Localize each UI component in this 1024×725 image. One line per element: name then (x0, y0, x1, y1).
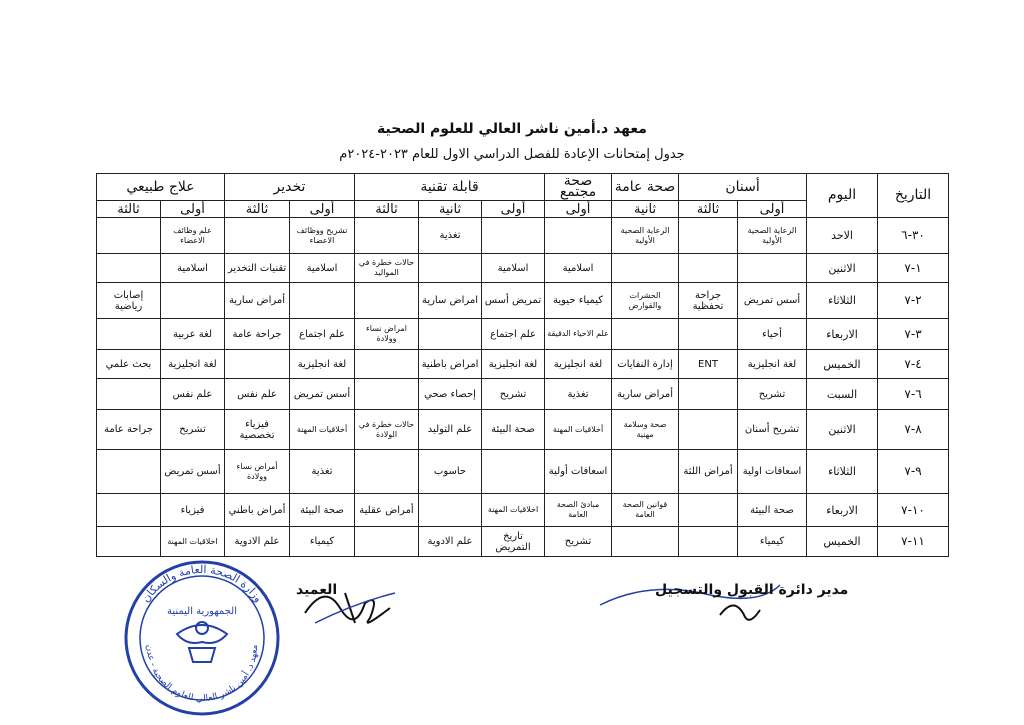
subject-cell: جراحة تحفظية (679, 283, 738, 319)
subject-cell (482, 450, 545, 494)
subject-cell: جراحة عامة (225, 319, 290, 350)
subject-cell: تشريح ووظائف الاعضاء (290, 218, 355, 254)
subject-cell (679, 254, 738, 283)
subject-cell: الرعاية الصحية الأولية (738, 218, 807, 254)
day-cell: الثلاثاء (807, 283, 878, 319)
subject-cell: صحة وسلامة مهنية (612, 410, 679, 450)
subject-cell: تشريح (161, 410, 225, 450)
subject-cell: اخلاقيات المهنة (482, 494, 545, 527)
subject-cell (355, 527, 419, 557)
subject-cell (612, 527, 679, 557)
subject-cell (612, 450, 679, 494)
header-day: اليوم (807, 174, 878, 218)
subject-cell: علم نفس (225, 379, 290, 410)
subject-cell (97, 494, 161, 527)
subject-cell (612, 319, 679, 350)
subject-cell: تمريض أسس (482, 283, 545, 319)
subject-cell (679, 379, 738, 410)
day-cell: الاثنين (807, 254, 878, 283)
schedule-row (97, 319, 949, 350)
subject-cell (612, 254, 679, 283)
date-cell: ٨-٧ (878, 410, 949, 450)
subject-cell: أخلاقيات المهنة (545, 410, 612, 450)
institute-name: معهد د.أمين ناشر العالي للعلوم الصحية (377, 121, 647, 137)
subject-cell: مبادئ الصحة العامة (545, 494, 612, 527)
subject-cell: إحصاء صحي (419, 379, 482, 410)
subject-cell: اسلامية (161, 254, 225, 283)
subject-cell (161, 283, 225, 319)
subject-cell: اسلامية (482, 254, 545, 283)
subject-cell: اسلامية (545, 254, 612, 283)
exam-schedule-table (96, 173, 949, 557)
subject-cell (355, 218, 419, 254)
subject-cell: إدارة النفايات (612, 350, 679, 379)
subject-cell: فيزياء (161, 494, 225, 527)
subject-cell: علم اجتماع (482, 319, 545, 350)
subject-cell (679, 527, 738, 557)
subject-cell (97, 254, 161, 283)
header-public-health: صحة عامة (612, 174, 679, 201)
level-header: أولى (545, 201, 612, 218)
subject-cell (419, 494, 482, 527)
stamp-text-bottom: معهد د. أمين ناشر العالي للعلوم الصحية - عدن (143, 644, 261, 705)
schedule-row (97, 379, 949, 410)
subject-cell: اسلامية (290, 254, 355, 283)
schedule-body (97, 218, 949, 557)
subject-cell: تشريح (738, 379, 807, 410)
subject-cell: اسعافات أولية (545, 450, 612, 494)
day-cell: الاحد (807, 218, 878, 254)
subject-cell: فيزياء تخصصية (225, 410, 290, 450)
schedule-row (97, 450, 949, 494)
schedule-row (97, 283, 949, 319)
registrar-signature-label: مدير دائرة القبول والتسجيل (655, 582, 849, 598)
subject-cell: امراض نساء وولادة (355, 319, 419, 350)
subject-cell (97, 450, 161, 494)
schedule-row (97, 254, 949, 283)
subject-cell: لغة انجليزية (738, 350, 807, 379)
subject-cell: لغة عربية (161, 319, 225, 350)
subject-cell: لغة انجليزية (290, 350, 355, 379)
subject-cell (679, 218, 738, 254)
stamp-text-top: وزارة الصحة العامة والسكان (138, 562, 266, 605)
subject-cell: كيمياء (738, 527, 807, 557)
eagle-emblem-icon (177, 622, 227, 662)
subject-cell: أخلاقيات المهنة (290, 410, 355, 450)
subject-cell (545, 218, 612, 254)
date-cell: ٢-٧ (878, 283, 949, 319)
subject-cell: تقنيات التخدير (225, 254, 290, 283)
subject-cell: تاريخ التمريض (482, 527, 545, 557)
subject-cell (419, 319, 482, 350)
subject-cell: صحة البيئة (482, 410, 545, 450)
subject-cell (482, 218, 545, 254)
date-cell: ٣٠-٦ (878, 218, 949, 254)
subject-cell: تشريح (545, 527, 612, 557)
header-anesthesia: تخدير (225, 174, 355, 201)
header-row (97, 174, 949, 201)
subject-cell: أسس تمريض (161, 450, 225, 494)
subject-cell: جراحة عامة (97, 410, 161, 450)
schedule-row (97, 527, 949, 557)
level-header: ثالثة (355, 201, 419, 218)
schedule-title: جدول إمتحانات الإعادة للفصل الدراسي الاول للعام ٢٠٢٣-٢٠٢٤م (339, 147, 685, 162)
subject-cell (97, 218, 161, 254)
subject-cell: أمراض اللثة (679, 450, 738, 494)
official-stamp (117, 556, 287, 721)
subject-cell: بحث علمي (97, 350, 161, 379)
level-header: أولى (738, 201, 807, 218)
subject-cell: اخلاقيات المهنة (161, 527, 225, 557)
subject-cell: إصابات رياضية (97, 283, 161, 319)
subject-cell: أسس تمريض (290, 379, 355, 410)
date-cell: ٤-٧ (878, 350, 949, 379)
day-cell: الخميس (807, 527, 878, 557)
subject-cell: أمراض سارية (612, 379, 679, 410)
subject-cell (679, 319, 738, 350)
schedule-row (97, 494, 949, 527)
level-header: أولى (482, 201, 545, 218)
subject-cell (225, 218, 290, 254)
day-cell: الثلاثاء (807, 450, 878, 494)
subject-cell (97, 319, 161, 350)
date-cell: ١-٧ (878, 254, 949, 283)
subject-cell (679, 410, 738, 450)
subject-cell (97, 527, 161, 557)
level-header: ثالثة (225, 201, 290, 218)
header-dental: أسنان (679, 174, 807, 201)
subject-cell (355, 350, 419, 379)
header-physiotherapy: علاج طبيعي (97, 174, 225, 201)
subject-cell: تغذية (290, 450, 355, 494)
subject-cell (419, 254, 482, 283)
subject-cell: تشريح أسنان (738, 410, 807, 450)
subject-cell: علم وظائف الاعضاء (161, 218, 225, 254)
header-community-health: صحة مجتمع (545, 174, 612, 201)
subject-cell: تغذية (419, 218, 482, 254)
day-cell: الاربعاء (807, 494, 878, 527)
subject-cell: تغذية (545, 379, 612, 410)
subject-cell: أحياء (738, 319, 807, 350)
subject-cell (225, 350, 290, 379)
header-midwifery: قابلة تقنية (355, 174, 545, 201)
subject-cell: امراض باطنية (419, 350, 482, 379)
subject-cell: الرعاية الصحية الأولية (612, 218, 679, 254)
subject-cell: ENT (679, 350, 738, 379)
subject-cell: الحشرات والقوارض (612, 283, 679, 319)
day-cell: الخميس (807, 350, 878, 379)
day-cell: السبت (807, 379, 878, 410)
date-cell: ١١-٧ (878, 527, 949, 557)
date-cell: ٦-٧ (878, 379, 949, 410)
subject-cell: علم الادوية (225, 527, 290, 557)
subject-cell: كيمياء حيوية (545, 283, 612, 319)
subject-cell: لغة انجليزية (482, 350, 545, 379)
subject-cell (738, 254, 807, 283)
subject-cell: أسس تمريض (738, 283, 807, 319)
header-date: التاريخ (878, 174, 949, 218)
subject-cell: أمراض سارية (225, 283, 290, 319)
subject-cell: صحة البيئة (290, 494, 355, 527)
day-cell: الاربعاء (807, 319, 878, 350)
subject-cell (355, 450, 419, 494)
subject-cell: أمراض نساء وولادة (225, 450, 290, 494)
subject-cell: صحة البيئة (738, 494, 807, 527)
schedule-row (97, 350, 949, 379)
day-cell: الاثنين (807, 410, 878, 450)
date-cell: ١٠-٧ (878, 494, 949, 527)
subject-cell (355, 283, 419, 319)
schedule-row (97, 218, 949, 254)
subject-cell: تشريح (482, 379, 545, 410)
dean-signature-label: العميد (296, 582, 338, 598)
subject-cell (97, 379, 161, 410)
date-cell: ٣-٧ (878, 319, 949, 350)
subject-cell: علم اجتماع (290, 319, 355, 350)
subject-cell: اسعافات اولية (738, 450, 807, 494)
subject-cell: امراض سارية (419, 283, 482, 319)
level-header: ثانية (612, 201, 679, 218)
subject-cell (355, 379, 419, 410)
level-header: ثالثة (679, 201, 738, 218)
subject-cell: كيمياء (290, 527, 355, 557)
subject-cell: حاسوب (419, 450, 482, 494)
level-header: أولى (161, 201, 225, 218)
schedule-row (97, 410, 949, 450)
level-header: ثانية (419, 201, 482, 218)
level-header: أولى (290, 201, 355, 218)
subject-cell: أمراض باطني (225, 494, 290, 527)
subject-cell: لغة انجليزية (161, 350, 225, 379)
subject-cell: لغة انجليزية (545, 350, 612, 379)
subject-cell: حالات خطرة في الولادة (355, 410, 419, 450)
subject-cell (679, 494, 738, 527)
subject-cell: علم الاحياء الدقيقة (545, 319, 612, 350)
subject-cell: علم نفس (161, 379, 225, 410)
level-header: ثالثة (97, 201, 161, 218)
subject-cell: علم الادوية (419, 527, 482, 557)
subject-cell: حالات خطرة في المواليد (355, 254, 419, 283)
stamp-text-republic: الجمهورية اليمنية (166, 606, 238, 617)
subject-cell: أمراض عقلية (355, 494, 419, 527)
subject-cell (290, 283, 355, 319)
date-cell: ٩-٧ (878, 450, 949, 494)
subject-cell: قوانين الصحة العامة (612, 494, 679, 527)
subject-cell: علم التوليد (419, 410, 482, 450)
